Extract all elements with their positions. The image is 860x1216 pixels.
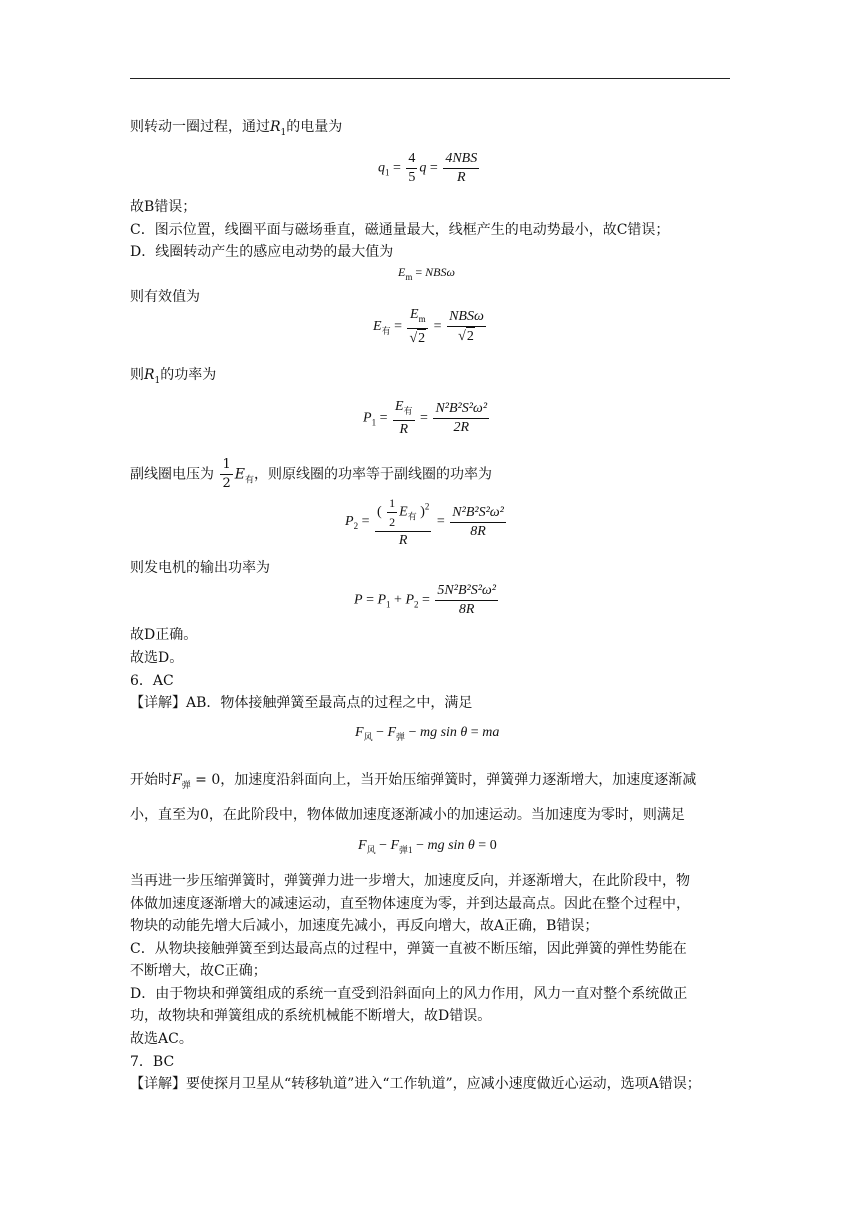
text-line: 7．BC	[130, 1054, 175, 1070]
text-line: 故选AC。	[130, 1031, 193, 1047]
text-line: 6．AC	[130, 673, 174, 689]
equation-q1: $q_1$ = $\frac{4}{5}$ q = $\frac{\text{4NBS}}{R}$	[378, 151, 478, 185]
equation-p2: $P_2$ = ( $\frac{1}{2}$ $E_有$ )$^2$ R = $\frac{\text{N²B²S²ω²}}{8R}$	[345, 496, 504, 548]
equation-e-effective: $E_有$ = $\frac{E_m}{√2}$ = $\frac{\text{NBSω}}{√2}$	[373, 307, 484, 346]
equation-force-2: $F_风 - F_{弹1}$ − mg sin θ = 0	[358, 838, 497, 855]
equation-em: $E_m = NBS\omega$	[398, 265, 455, 282]
equation-force-1: $F_风 - F_弹$ − mg sin θ = ma	[355, 725, 500, 742]
text-line: 体做加速度逐渐增大的减速运动，直至物体速度为零，并到达最高点。因此在整个过程中，	[130, 896, 690, 912]
text-line: 则转动一圈过程，通过$R_1$的电量为	[130, 119, 343, 138]
text-line: C．图示位置，线圈平面与磁场垂直，磁通量最大，线框产生的电动势最小，故C错误；	[130, 222, 670, 238]
text-line: 则有效值为	[130, 289, 200, 305]
text-line: 当再进一步压缩弹簧时，弹簧弹力进一步增大，加速度反向，并逐渐增大，在此阶段中，物	[130, 873, 690, 889]
text-line: C．从物块接触弹簧至到达最高点的过程中，弹簧一直被不断压缩，因此弹簧的弹性势能在	[130, 941, 687, 957]
text-line: 开始时$F_弹 = 0$，加速度沿斜面向上，当开始压缩弹簧时，弹簧弹力逐渐增大，加速度逐渐减	[130, 772, 697, 791]
text-line: 【详解】AB．物体接触弹簧至最高点的过程之中，满足	[130, 695, 473, 711]
text-line: 故D正确。	[130, 627, 198, 643]
text-line: 功，故物块和弹簧组成的系统机械能不断增大，故D错误。	[130, 1008, 492, 1024]
text-line: 【详解】要使探月卫星从“转移轨道”进入“工作轨道”，应减小速度做近心运动，选项A错误；	[130, 1076, 701, 1092]
text-line: 副线圈电压为 $\frac{1}{2}$ $E_有$，则原线圈的功率等于副线圈的功率为	[130, 457, 492, 491]
text-line: 故B错误；	[130, 199, 197, 215]
text-line: 则发电机的输出功率为	[130, 560, 270, 576]
text-line: D．线圈转动产生的感应电动势的最大值为	[130, 244, 394, 260]
equation-p1: $P_1$ = $\frac{E_有}{R}$ = $\frac{\text{N²B²S²ω²}}{2R}$	[363, 399, 488, 437]
text-line: 不断增大，故C正确；	[130, 963, 267, 979]
text-line: 小，直至为0，在此阶段中，物体做加速度逐渐减小的加速运动。当加速度为零时，则满足	[130, 807, 685, 823]
text-line: 物块的动能先增大后减小，加速度先减小，再反向增大，故A正确，B错误；	[130, 918, 599, 934]
text-line: 则$R_1$的功率为	[130, 367, 217, 386]
text-line: D．由于物块和弹簧组成的系统一直受到沿斜面向上的风力作用，风力一直对整个系统做正	[130, 986, 688, 1002]
text-line: 故选D。	[130, 650, 184, 666]
equation-p-total: $P = P_1 + P_2$ = $\frac{\text{5N²B²S²ω²}}{8R}$	[354, 583, 496, 617]
header-rule	[130, 78, 730, 79]
